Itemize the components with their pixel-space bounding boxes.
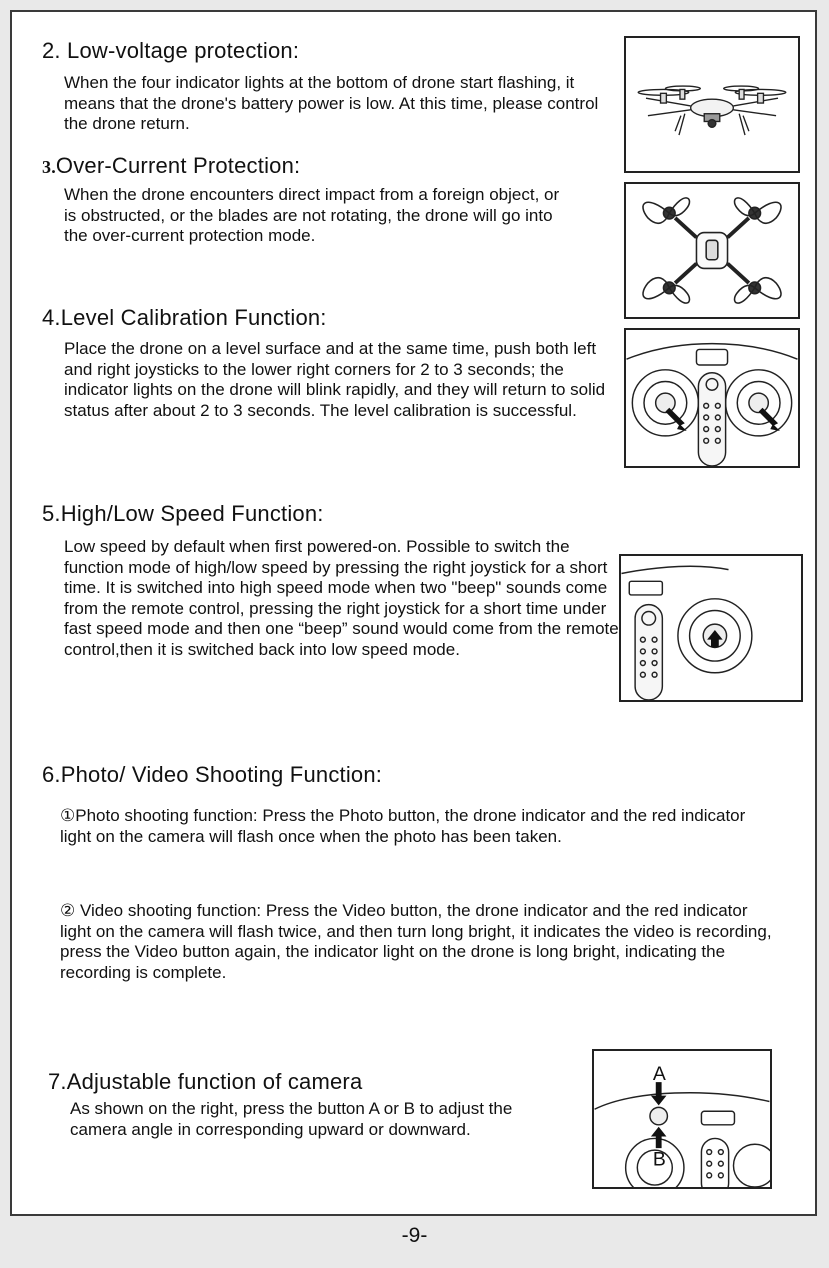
section-5-body: Low speed by default when first powered-on. Possible to switch the function mode of high/low speed by pressing the right joystick for a short time. It is switched into high speed mode when two "beep" sounds come from the remote control, pressing the right joystick for a short time under fast speed mode and then one “beep” sound would come from the remote control,then it is switched back into low speed mode. [64,537,619,659]
camera-buttons-illustration [594,1051,770,1187]
drone-top-figure [624,182,800,319]
section-2-title: 2. Low-voltage protection: [42,38,300,63]
page-number: -9- [401,1224,428,1247]
camera-buttons-figure [592,1049,772,1189]
manual-page [10,10,817,1216]
drone-side-illustration [626,38,798,171]
button-a-label: A [652,1063,666,1086]
arrow-up-icon [651,1127,667,1148]
section-5-title: 5.High/Low Speed Function: [42,501,324,526]
button-b-label: B [652,1148,666,1171]
remote-right-joystick-illustration [621,556,801,700]
speed-remote-figure [619,554,803,702]
section-6-title: 6.Photo/ Video Shooting Function: [42,762,383,787]
section-6-photo-paragraph: ①Photo shooting function: Press the Photo button, the drone indicator and the red indicator light on the camera will flash once when the photo has been taken. [60,806,746,846]
section-3-title: Over-Current Protection: [55,153,301,178]
section-6-video-paragraph: ② Video shooting function: Press the Video button, the drone indicator and the red indicator light on the camera will flash twice, and then turn long bright, it indicates the video is recording, press the Video button again, the indicator light on the drone is long bright, indicating the recording is complete. [60,901,772,982]
section-3-number: 3. [42,157,56,177]
drone-side-figure [624,36,800,173]
remote-joysticks-illustration [626,330,798,466]
section-3-heading [42,153,300,179]
section-4-title: 4.Level Calibration Function: [42,305,327,330]
section-2-body: When the four indicator lights at the bottom of drone start flashing, it means that the drone's battery power is low. At this time, please control the drone return. [64,73,599,133]
section-7-title: 7.Adjustable function of camera [48,1069,363,1094]
section-4-body: Place the drone on a level surface and at the same time, push both left and right joysticks to the lower right corners for 2 to 3 seconds; the indicator lights on the drone will blink rapidly, and they will return to solid status after about 2 to 3 seconds. The level calibration is successful. [64,339,606,420]
section-3-body: When the drone encounters direct impact from a foreign object, or is obstructed, or the blades are not rotating, the drone will go into the over-current protection mode. [64,185,560,245]
drone-top-illustration [626,184,798,317]
calibration-remote-figure [624,328,800,468]
section-7-body: As shown on the right, press the button A or B to adjust the camera angle in corresponding upward or downward. [70,1099,513,1139]
